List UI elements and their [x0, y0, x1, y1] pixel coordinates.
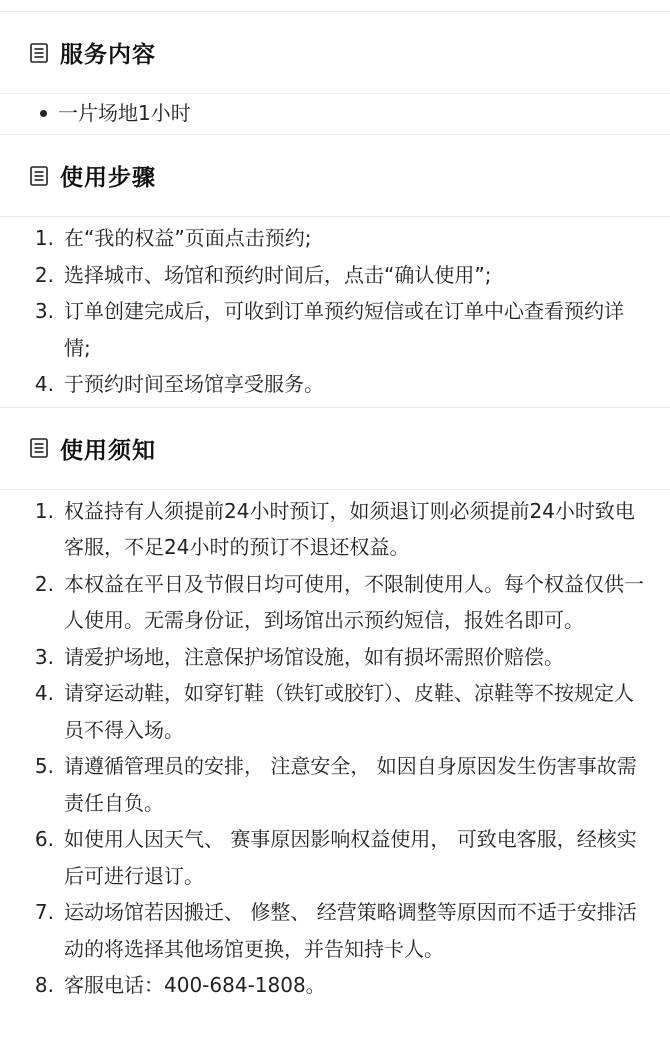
item-text: 本权益在平日及节假日均可使用，不限制使用人。每个权益仅供一人使用。无需身份证，到场馆出示预约短信，报姓名即可。	[64, 571, 644, 632]
usage-notice-body	[0, 490, 670, 1004]
service-list	[0, 95, 670, 131]
item-number: 1.	[34, 498, 54, 523]
section-title: 使用步骤	[60, 165, 156, 191]
item-text: 于预约时间至场馆享受服务。	[64, 372, 324, 396]
list-item	[0, 220, 670, 257]
list-icon	[30, 43, 48, 63]
list-item	[0, 894, 670, 967]
list-icon	[30, 438, 48, 458]
item-text: 选择城市、场馆和预约时间后，点击“确认使用”;	[64, 262, 492, 287]
list-item	[0, 366, 670, 403]
service-content-header	[0, 12, 670, 94]
item-number: 2.	[34, 262, 54, 287]
section-title: 使用须知	[60, 437, 156, 464]
list-icon	[30, 166, 48, 186]
usage-notice-header	[0, 408, 670, 490]
item-text: 请穿运动鞋，如穿钉鞋（铁钉或胶钉）、皮鞋、凉鞋等不按规定人员不得入场。	[64, 681, 634, 742]
list-item	[0, 967, 670, 1004]
item-number: 4.	[34, 372, 54, 396]
item-text: 客服电话：400-684-1808。	[64, 973, 326, 997]
item-number: 6.	[34, 827, 54, 851]
item-number: 3.	[34, 644, 54, 669]
list-item	[0, 748, 670, 821]
list-item	[0, 566, 670, 639]
section-title: 服务内容	[60, 42, 156, 68]
item-number: 8.	[34, 973, 54, 997]
item-number: 1.	[34, 226, 54, 250]
usage-steps-body	[0, 217, 670, 408]
usage-notice-section	[0, 408, 670, 1004]
item-text: 权益持有人须提前24小时预订，如须退订则必须提前24小时致电客服，不足24小时的预订不退还权益。	[64, 498, 635, 559]
steps-list	[0, 220, 670, 403]
usage-steps-header	[0, 135, 670, 217]
top-band	[0, 0, 670, 12]
list-item	[0, 821, 670, 894]
list-item	[0, 293, 670, 366]
item-text: 如使用人因天气、 赛事原因影响权益使用， 可致电客服，经核实后可进行退订。	[64, 827, 637, 888]
service-content-body	[0, 94, 670, 135]
item-number: 5.	[34, 754, 54, 778]
notice-list	[0, 493, 670, 1004]
item-number: 2.	[34, 571, 54, 596]
item-text: 订单创建完成后，可收到订单预约短信或在订单中心查看预约详情;	[64, 299, 624, 360]
item-number: 7.	[34, 900, 54, 924]
list-item	[0, 639, 670, 676]
item-text: 在“我的权益”页面点击预约;	[64, 226, 312, 250]
list-item: 一片场地1小时	[0, 95, 670, 131]
item-text: 请遵循管理员的安排， 注意安全， 如因自身原因发生伤害事故需责任自负。	[64, 754, 637, 815]
service-content-section	[0, 12, 670, 135]
item-text: 请爱护场地，注意保护场馆设施，如有损坏需照价赔偿。	[64, 644, 564, 669]
list-item	[0, 493, 670, 566]
usage-steps-section	[0, 135, 670, 408]
list-item	[0, 675, 670, 748]
item-number: 3.	[34, 299, 54, 323]
item-text: 运动场馆若因搬迁、 修整、 经营策略调整等原因而不适于安排活动的将选择其他场馆更换，并告知持卡人。	[64, 900, 637, 961]
item-number: 4.	[34, 681, 54, 705]
list-item	[0, 257, 670, 294]
